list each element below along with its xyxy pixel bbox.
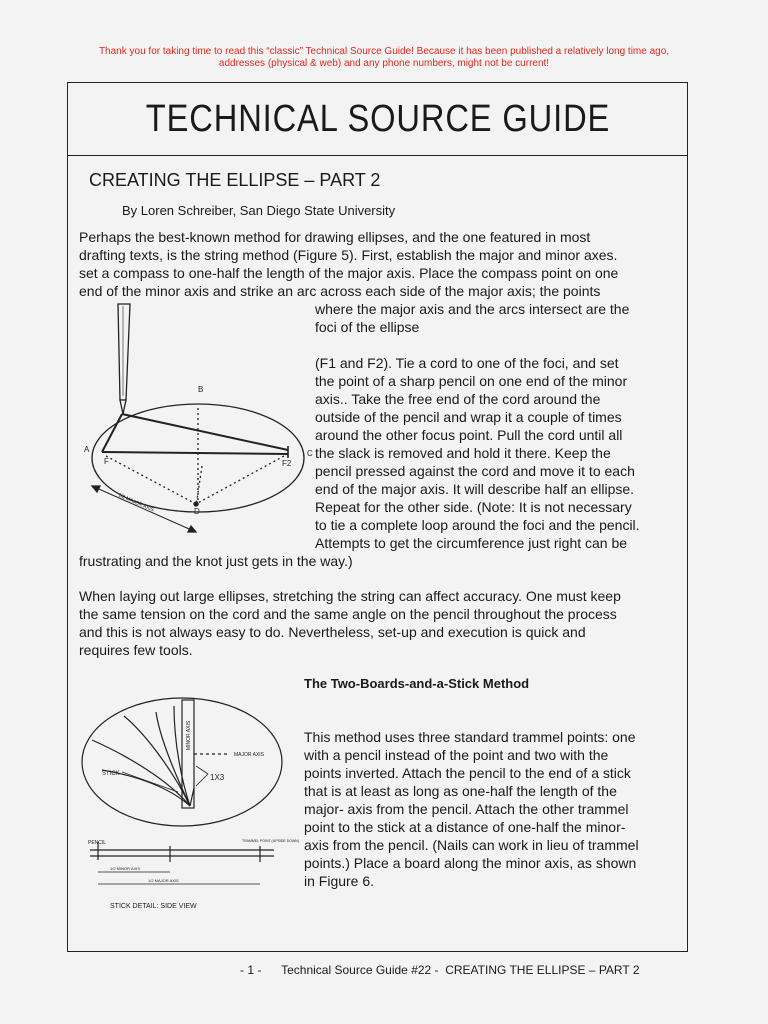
label-b: B	[198, 385, 204, 394]
text-line: This method uses three standard trammel points: one	[304, 729, 636, 745]
page-footer: - 1 - Technical Source Guide #22 - CREATING THE ELLIPSE – PART 2	[240, 963, 640, 977]
text-line: pencil pressed against the cord and move it to each	[315, 463, 635, 479]
text-line: axis.. Take the free end of the cord around the	[315, 391, 601, 407]
text-line: in Figure 6.	[304, 873, 375, 889]
label-major-axis: MAJOR AXIS	[234, 752, 265, 758]
label-c: C	[307, 449, 313, 458]
text-line: outside of the pencil and wrap it a couple of times	[315, 409, 622, 425]
label-a: A	[84, 445, 90, 454]
text-line: to tie a complete loop around the foci and the pencil.	[315, 517, 640, 533]
label-f2: F2	[282, 459, 292, 468]
label-half-minor: 1/2 MINOR AXIS	[110, 866, 141, 871]
section-heading: The Two-Boards-and-a-Stick Method	[304, 676, 530, 691]
paragraph-2	[315, 354, 640, 552]
text-line: set a compass to one-half the length of the major axis. Place the compass point on one	[79, 265, 619, 281]
label-minor-axis: MINOR AXIS	[186, 720, 192, 750]
notice-line-1: Thank you for taking time to read this “classic” Technical Source Guide! Because it has been published a relatively long time ago,	[98, 46, 670, 57]
label-f1: F	[104, 457, 109, 466]
text-line: around the other focus point. Pull the cord until all	[315, 427, 623, 443]
text-line: Attempts to get the circumference just right can be	[315, 535, 628, 551]
text-line: drafting texts, is the string method (Figure 5). First, establish the major and minor axes.	[79, 247, 618, 263]
text-line: When laying out large ellipses, stretching the string can affect accuracy. One must keep	[79, 588, 621, 604]
label-pencil: PENCIL	[88, 840, 107, 846]
paragraph-2-tail: frustrating and the knot just gets in the way.)	[79, 553, 353, 569]
text-line: axis from the pencil. (Nails can work in lieu of trammel	[304, 837, 639, 853]
paragraph-1	[79, 228, 618, 300]
text-line: end of the major axis. It will describe half an ellipse.	[315, 481, 635, 497]
label-half-major: 1/2 MAJOR AXIS	[148, 878, 179, 883]
text-line: points.) Place a board along the minor axis, as shown	[304, 855, 637, 871]
reprint-notice	[40, 46, 728, 70]
paragraph-4	[304, 728, 639, 890]
paragraph-3	[79, 587, 621, 659]
text-line: where the major axis and the arcs intersect are the	[315, 301, 630, 317]
figure-caption: STICK DETAIL: SIDE VIEW	[110, 903, 197, 910]
text-line: the same tension on the cord and the same angle on the pencil throughout the process	[79, 606, 617, 622]
text-line: major- axis from the pencil. Attach the other trammel	[304, 801, 629, 817]
label-board: 1X3	[210, 773, 225, 782]
label-dimension: 1/2 MAJOR AXIS	[117, 492, 155, 514]
page-title: TECHNICAL SOURCE GUIDE	[145, 97, 610, 140]
text-line: point to the stick at a distance of one-half the minor-	[304, 819, 626, 835]
text-line: the point of a sharp pencil on one end of the minor	[315, 373, 628, 389]
label-trammel: TRAMMEL POINT (UPSIDE DOWN)	[242, 839, 299, 843]
pencil-shape	[118, 304, 130, 400]
label-d: D	[194, 507, 200, 516]
text-line: end of the minor axis and strike an arc across each side of the major axis; the points	[79, 283, 601, 299]
notice-line-2: addresses (physical & web) and any phone numbers, might not be current!	[218, 58, 550, 69]
text-line: the slack is removed and hold it there. Keep the	[315, 445, 611, 461]
text-line: and this is not always easy to do. Nevertheless, set-up and execution is quick and	[79, 624, 586, 640]
paragraph-1-continued	[315, 300, 629, 336]
text-line: with a pencil instead of the point and two with the	[304, 747, 609, 763]
text-line: foci of the ellipse	[315, 319, 420, 335]
text-line: (F1 and F2). Tie a cord to one of the foci, and set	[315, 355, 619, 371]
title-bar	[68, 83, 687, 156]
article-heading: CREATING THE ELLIPSE – PART 2	[89, 170, 381, 190]
figure-two-boards-method	[78, 696, 300, 918]
text-line: points inverted. Attach the pencil to the end of a stick	[304, 765, 631, 781]
byline: By Loren Schreiber, San Diego State University	[122, 203, 396, 218]
text-line: that is at least as long as one-half the length of the	[304, 783, 617, 799]
figure-string-method	[78, 296, 314, 534]
label-stick: STICK	[102, 771, 120, 777]
text-line: requires few tools.	[79, 642, 193, 658]
text-line: Perhaps the best-known method for drawing ellipses, and the one featured in most	[79, 229, 591, 245]
text-line: Repeat for the other side. (Note: It is not necessary	[315, 499, 632, 515]
